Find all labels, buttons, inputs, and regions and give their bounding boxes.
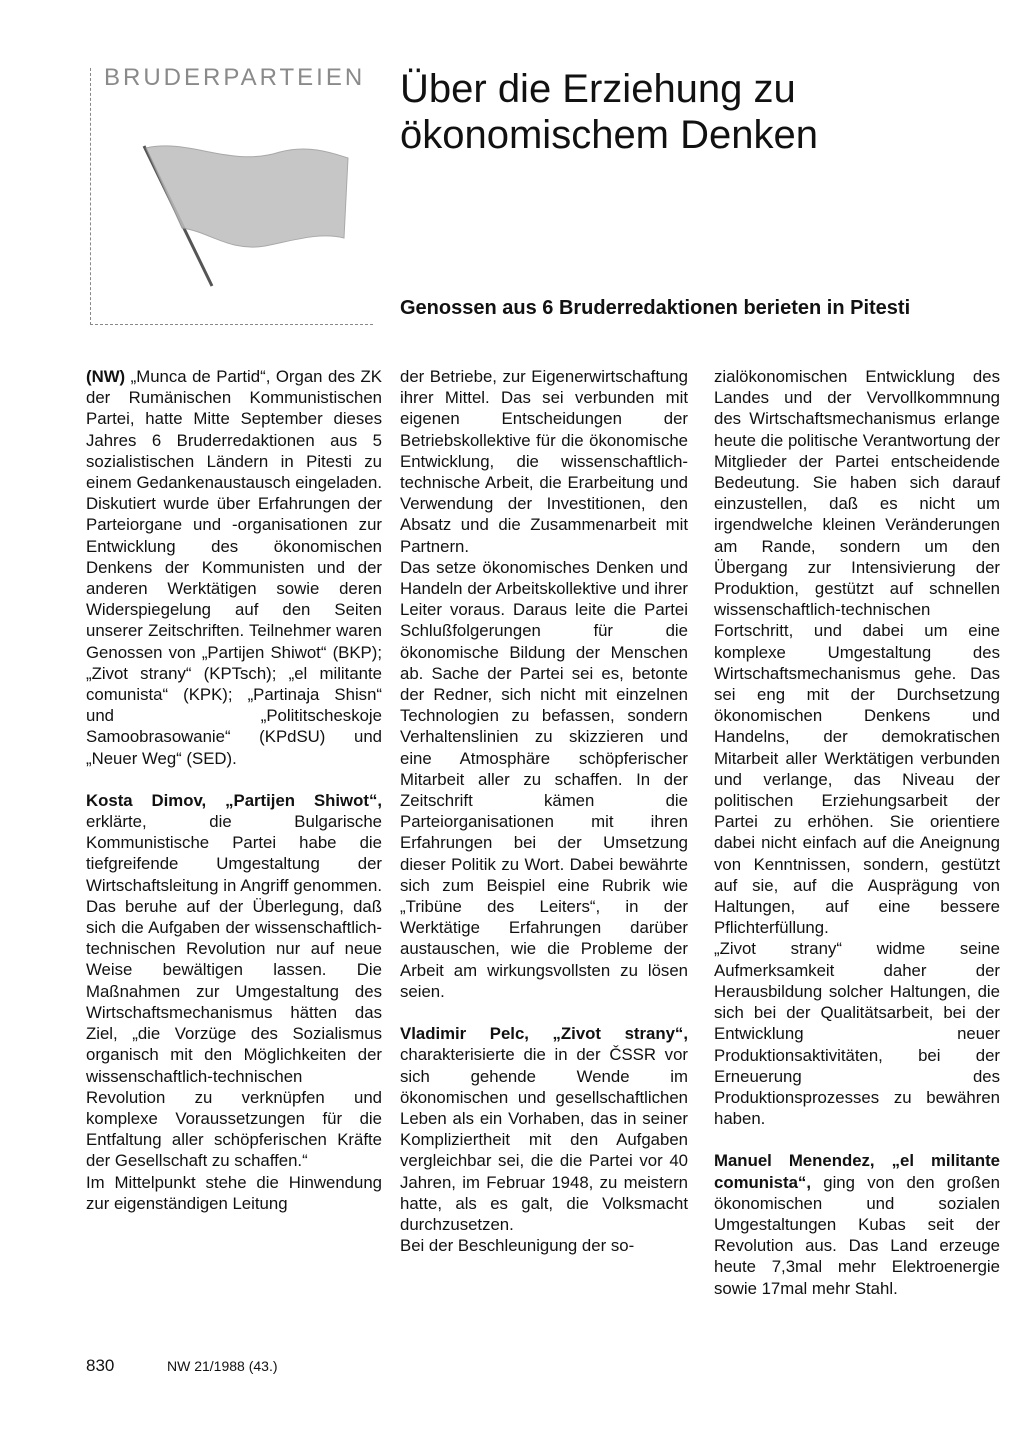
paragraph-text: erklärte, die Bulgarische Kommunistische Partei habe die tiefgreifende Umgestaltung der Wirtschaftsleitung in Angriff genommen. Das beruhe auf der Überlegung, daß sich die Aufgaben der wissenschaftlich-technischen Revolution nur auf neue Weise bewältigen lassen. Die Maßnahmen zur Umgestaltung des Wirtschaftsmechanismus hätten das Ziel, „die Vorzüge des Sozialismus organisch mit den Möglichkeiten der wissenschaftlich-technischen Revolution zu verknüpfen und komplexe Voraussetzungen für die Entfaltung aller schöpferischen Kräfte der Gesellschaft zu schaffen.“ [86,812,382,1171]
paragraph-lead: (NW) [86,367,126,386]
article-column-3 [714,366,1000,1299]
paragraph-text: ging von den großen ökonomischen und sozialen Umgestaltungen Kubas seit der Revolution aus. Das Land erzeuge heute 7,3mal mehr Elektroenergie sowie 17mal mehr Stahl. [714,1172,1000,1298]
paragraph: Das setze ökonomisches Denken und Handeln der Arbeitskollektive und ihrer Leiter voraus. Daraus leite die Partei Schlußfolgerungen für die ökonomische Bildung der Menschen ab. Sache der Partei sei es, betonte der Redner, sich nicht mit einzelnen Technologien zu befassen, sondern Verhaltenslinien zu skizzieren und eine Atmosphäre schöpferischer Mitarbeit aller zu schaffen. In der Zeitschrift kämen die Parteiorganisationen mit ihren Erfahrungen bei der Umsetzung dieser Politik zu Wort. Dabei bewährte sich zum Beispiel eine Rubrik wie „Tribüne des Leiters“, in der Werktätige Erfahrungen darüber austauschen, wie die Probleme der Arbeit am wirkungsvollsten zu lösen seien. [400,557,688,1001]
article-column-1 [86,366,382,1214]
paragraph-lead: Manuel Menendez, „el militante comunista“, [714,1151,1000,1192]
paragraph: zialökonomischen Entwicklung des Landes und der Vervollkommnung des Wirtschaftsmechanismus erlange heute die politische Verantwortung der Mitglieder der Partei entscheidende Bedeutung. Sie haben sich darauf einzustellen, daß es nicht um irgendwelche kleinen Veränderungen am Rande, sondern um den Übergang zur Intensivierung der Produktion, gestützt auf schnellen wissenschaftlich-technischen Fortschritt, und dabei um eine komplexe Umgestaltung des Wirtschaftsmechanismus gehe. Das sei eng mit der Durchsetzung ökonomischen Denkens und Handelns, der demokratischen Mitarbeit aller Werktätigen verbunden und verlange, das Niveau der politischen Erziehungsarbeit der Partei zu erhöhen. Sie orientiere dabei nicht einfach auf die Aneignung von Kenntnissen, sondern, gestützt auf sie, auf die Ausprägung von Haltungen, auf eine bessere Pflichterfüllung. [714,367,1000,938]
paragraph [86,790,382,1172]
flag-icon [130,128,360,298]
issue-reference: NW 21/1988 (43.) [167,1358,278,1374]
paragraph: Im Mittelpunkt stehe die Hinwendung zur eigenständigen Leitung [86,1172,382,1213]
paragraph: der Betriebe, zur Eigenerwirtschaftung ihrer Mittel. Das sei verbunden mit eigenen Entscheidungen der Betriebskollektive für die ökonomische Entwicklung, die wissenschaftlich-technische Arbeit, die Erarbeitung und Verwendung der Investitionen, den Absatz und die Zusammenarbeit mit Partnern. [400,367,688,556]
article-column-2 [400,366,688,1256]
paragraph: Bei der Beschleunigung der so- [400,1236,635,1256]
paragraph: „Zivot strany“ widme seine Aufmerksamkeit daher der Herausbildung solcher Haltungen, die sich bei der Qualitätsarbeit, bei der Entwicklung neuer Produktionsaktivitäten, bei der Erneuerung des Produktionsprozesses zu bewähren haben. [714,939,1000,1129]
rubric-label: BRUDERPARTEIEN [100,64,369,92]
paragraph-text: „Munca de Partid“, Organ des ZK der Rumänischen Kommunistischen Partei, hatte Mitte September dieses Jahres 6 Bruderredaktionen aus 5 sozialistischen Ländern in Pitesti zu einem Gedankenaustausch eingeladen. Diskutiert wurde über Erfahrungen der Parteiorgane und -organisationen zur Entwicklung des ökonomischen Denkens der Kommunisten und der anderen Werktätigen sowie deren Widerspiegelung auf den Seiten unserer Zeitschriften. Teilnehmer waren Genossen von „Partijen Shiwot“ (BKP); „Zivot strany“ (KPTsch); „el militante comunista“ (KPK); „Partinaja Shisn“ und „Polititscheskoje Samoobrasowanie“ (KPdSU) und „Neuer Weg“ (SED). [86,367,382,768]
paragraph-lead: Kosta Dimov, „Partijen Shiwot“, [86,790,382,810]
page-title: Über die Erziehung zu ökonomischem Denken [400,67,818,157]
paragraph [86,366,382,769]
paragraph [714,1150,1000,1298]
page-number: 830 [86,1356,115,1375]
subtitle: Genossen aus 6 Bruderredaktionen berieten in Pitesti [400,297,911,319]
paragraph-text: charakterisierte die in der ČSSR vor sich gehende Wende im ökonomischen und gesellschaftlichen Leben als ein Vorhaben, das in seiner Kompliziertheit mit den Aufgaben vergleichbar sei, die die Partei vor 40 Jahren, im Februar 1948, zu meistern hatte, als es galt, die Volksmacht durchzusetzen. [400,1045,688,1234]
paragraph-lead: Vladimir Pelc, „Zivot strany“, [400,1024,688,1044]
paragraph [400,1023,688,1235]
